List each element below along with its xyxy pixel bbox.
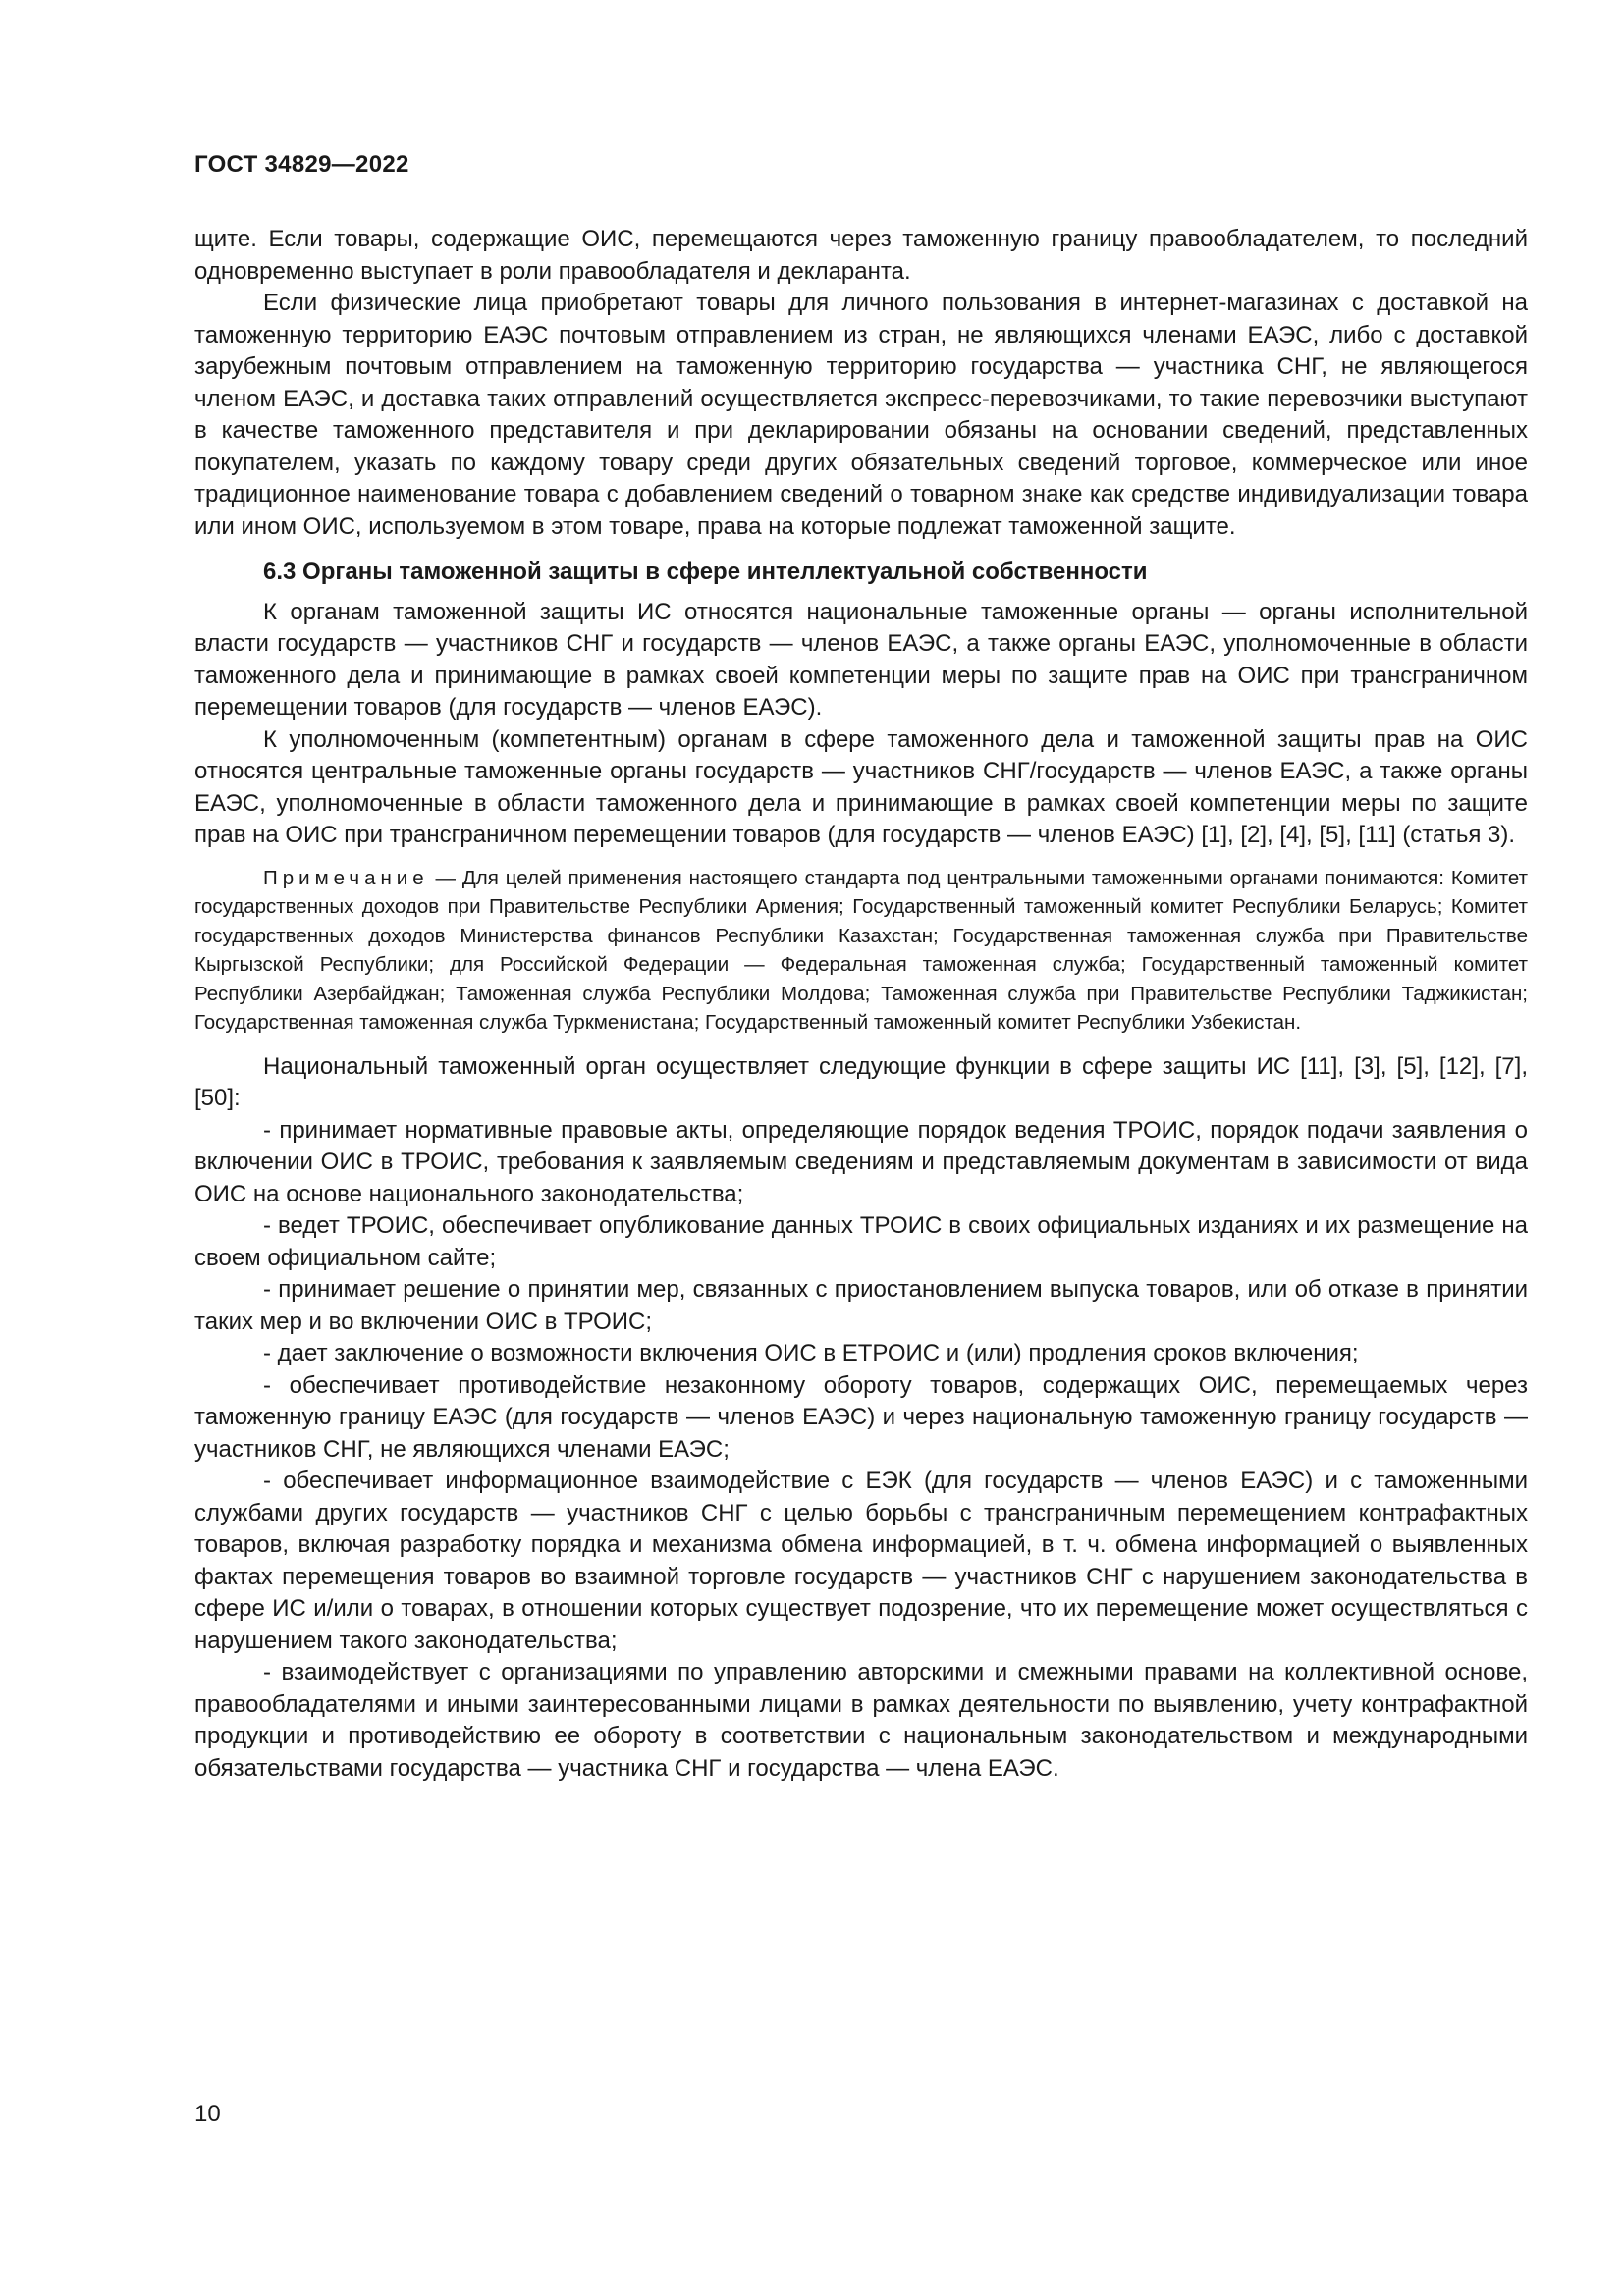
list-item: - дает заключение о возможности включения ОИС в ЕТРОИС и (или) продления сроков включения; xyxy=(263,1340,1359,1366)
note xyxy=(194,864,1528,1038)
list-item: - ведет ТРОИС, обеспечивает опубликование данных ТРОИС в своих официальных изданиях и их размещение на своем официальном сайте; xyxy=(194,1212,1528,1271)
list-item: - обеспечивает противодействие незаконному обороту товаров, содержащих ОИС, перемещаемых через таможенную границу ЕАЭС (для государств — членов ЕАЭС) и через национальную таможенную границу государств — участников СНГ, не являющихся членами ЕАЭС; xyxy=(194,1371,1528,1463)
page-number: 10 xyxy=(194,2101,221,2127)
document-body xyxy=(194,224,1528,1785)
paragraph: Национальный таможенный орган осуществляет следующие функции в сфере защиты ИС [11], [3], [5], [12], [7], [50]: xyxy=(194,1052,1528,1111)
note-label: Примечание xyxy=(263,866,429,889)
paragraph: К органам таможенной защиты ИС относятся национальные таможенные органы — органы исполнительной власти государств — участников СНГ и государств — членов ЕАЭС, а также органы ЕАЭС, уполномоченные в области таможенного дела и принимающие в рамках своей компетенции меры по защите прав на ОИС при трансграничном перемещении товаров (для государств — членов ЕАЭС). xyxy=(194,598,1528,721)
list-item: - принимает решение о принятии мер, связанных с приостановлением выпуска товаров, или об отказе в принятии таких мер и во включении ОИС в ТРОИС; xyxy=(194,1276,1528,1335)
list-item: - принимает нормативные правовые акты, определяющие порядок ведения ТРОИС, порядок подачи заявления о включении ОИС в ТРОИС, требования к заявляемым сведениям и представляемым документам в зависимости от вида ОИС на основе национального законодательства; xyxy=(194,1116,1528,1207)
list-item: - взаимодействует с организациями по управлению авторскими и смежными правами на коллективной основе, правообладателями и иными заинтересованными лицами в рамках деятельности по выявлению, учету контрафактной продукции и противодействию ее обороту в соответствии с национальным законодательством и международными обязательствами государства — участника СНГ и государства — члена ЕАЭС. xyxy=(194,1659,1528,1782)
document-header: ГОСТ 34829—2022 xyxy=(194,151,409,178)
section-heading: 6.3 Органы таможенной защиты в сфере интеллектуальной собственности xyxy=(263,559,1148,585)
note-text: — Для целей применения настоящего стандарта под центральными таможенными органами понимаются: Комитет государственных доходов при Правительстве Республики Армения; Государственный таможенный комитет Республики Беларусь; Комитет государственных доходов Министерства финансов Республики Казахстан; Государственная таможенная служба при Правительстве Кыргызской Республики; для Российской Федерации — Федеральная таможенная служба; Государственный таможенный комитет Республики Азербайджан; Таможенная служба Республики Молдова; Таможенная служба при Правительстве Республики Таджикистан; Государственная таможенная служба Туркменистана; Государственный таможенный комитет Республики Узбекистан. xyxy=(194,866,1528,1034)
list-item: - обеспечивает информационное взаимодействие с ЕЭК (для государств — членов ЕАЭС) и с таможенными службами других государств — участников СНГ с целью борьбы с трансграничным перемещением контрафактных товаров, включая разработку порядка и механизма обмена информацией, в т. ч. обмена информацией о выявленных фактах перемещения товаров во взаимной торговле государств — участников СНГ с нарушением законодательства в сфере ИС и/или о товарах, в отношении которых существует подозрение, что их перемещение может осуществляться с нарушением такого законодательства; xyxy=(194,1468,1528,1654)
paragraph: щите. Если товары, содержащие ОИС, перемещаются через таможенную границу правообладателем, то последний одновременно выступает в роли правообладателя и декларанта. xyxy=(194,226,1528,285)
paragraph: К уполномоченным (компетентным) органам в сфере таможенного дела и таможенной защиты прав на ОИС относятся центральные таможенные органы государств — участников СНГ/государств — членов ЕАЭС, а также органы ЕАЭС, уполномоченные в области таможенного дела и принимающие в рамках своей компетенции меры по защите прав на ОИС при трансграничном перемещении товаров (для государств — членов ЕАЭС) [1], [2], [4], [5], [11] (статья 3). xyxy=(194,725,1528,848)
paragraph: Если физические лица приобретают товары для личного пользования в интернет-магазинах с доставкой на таможенную территорию ЕАЭС почтовым отправлением из стран, не являющихся членами ЕАЭС, либо с доставкой зарубежным почтовым отправлением на таможенную территорию государства — участника СНГ, не являющегося членом ЕАЭС, и доставка таких отправлений осуществляется экспресс-перевозчиками, то такие перевозчики выступают в качестве таможенного представителя и при декларировании обязаны на основании сведений, представленных покупателем, указать по каждому товару среди других обязательных сведений торговое, коммерческое или иное традиционное наименование товара с добавлением сведений о товарном знаке как средстве индивидуализации товара или ином ОИС, используемом в этом товаре, права на которые подлежат таможенной защите. xyxy=(194,290,1528,540)
